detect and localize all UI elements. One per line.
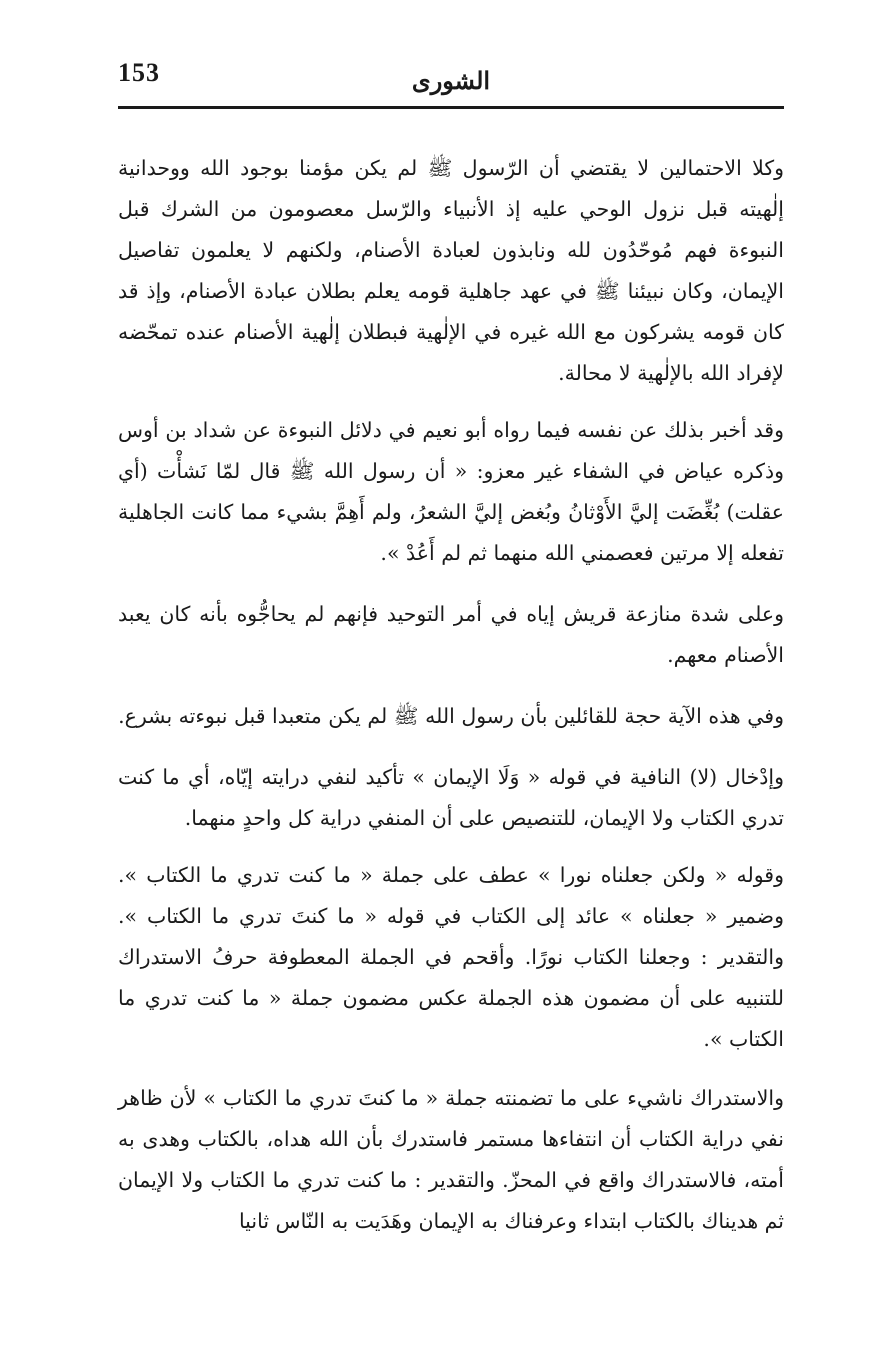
surah-title: الشورى [411, 66, 491, 95]
paragraph-4: وفي هذه الآية حجة للقائلين بأن رسول الله ﷺ لم يكن متعبدا قبل نبوءته بشرع. [118, 704, 784, 728]
paragraph-6: وقوله « ولكن جعلناه نورا » عطف على جملة « ما كنت تدري ما الكتاب ». وضمير « جعلناه » عائد إلى الكتاب في قوله « ما كنتَ تدري ما الكتاب ». والتقدير : وجعلنا الكتاب نورًا. وأقحم في الجملة المعطوفة حرفُ الاستدراك للتنبيه على أن مضمون هذه الجملة عكس مضمون جملة « ما كنت تدري ما الكتاب ». [118, 863, 784, 1051]
paragraph-1: وكلا الاحتمالين لا يقتضي أن الرّسول ﷺ لم يكن مؤمنا بوجود الله ووحدانية إلٰهيته قبل نزول الوحي عليه إذ الأنبياء والرّسل معصومون من الشرك قبل النبوءة فهم مُوحّدُون لله ونابذون لعبادة الأصنام، ولكنهم لا يعلمون تفاصيل الإيمان، وكان نبيئنا ﷺ في عهد جاهلية قومه يعلم بطلان عبادة الأصنام، وإذ قد كان قومه يشركون مع الله غيره في الإلٰهية فبطلان إلٰهية الأصنام عنده تمحّضه لإفراد الله بالإلٰهية لا محالة. [118, 156, 784, 385]
paragraph-2: وقد أخبر بذلك عن نفسه فيما رواه أبو نعيم في دلائل النبوءة عن شداد بن أوس وذكره عياض في الشفاء غير معزو: « أن رسول الله ﷺ قال لمّا نَشأْت (أي عقلت) بُغِّضَت إليَّ الأَوْثانُ وبُغض إليَّ الشعرُ، ولم أَهِمَّ بشيء مما كانت الجاهلية تفعله إلا مرتين فعصمني الله منهما ثم لم أَعُدْ ». [118, 418, 784, 565]
running-header [118, 58, 784, 98]
paragraph-5: وإدْخال (لا) النافية في قوله « وَلَا الإيمان » تأكيد لنفي درايته إيّاه، أي ما كنت تدري الكتاب ولا الإيمان، للتنصيص على أن المنفي دراية كل واحدٍ منهما. [118, 765, 784, 830]
header-divider [118, 106, 784, 109]
paragraph-3: وعلى شدة منازعة قريش إياه في أمر التوحيد فإنهم لم يحاجُّوه بأنه كان يعبد الأصنام معهم. [118, 602, 784, 667]
body-text [118, 148, 784, 1242]
page-number: 153 [118, 58, 160, 87]
paragraph-7: والاستدراك ناشيء على ما تضمنته جملة « ما كنتَ تدري ما الكتاب » لأن ظاهر نفي دراية الكتاب أن انتفاءها مستمر فاستدرك بأن الله هداه، بالكتاب وهدى به أمته، فالاستدراك واقع في المحزّ. والتقدير : ما كنت تدري ما الكتاب ولا الإيمان ثم هديناك بالكتاب ابتداء وعرفناك به الإيمان وهَدَيت به النّاس ثانيا [118, 1086, 784, 1233]
